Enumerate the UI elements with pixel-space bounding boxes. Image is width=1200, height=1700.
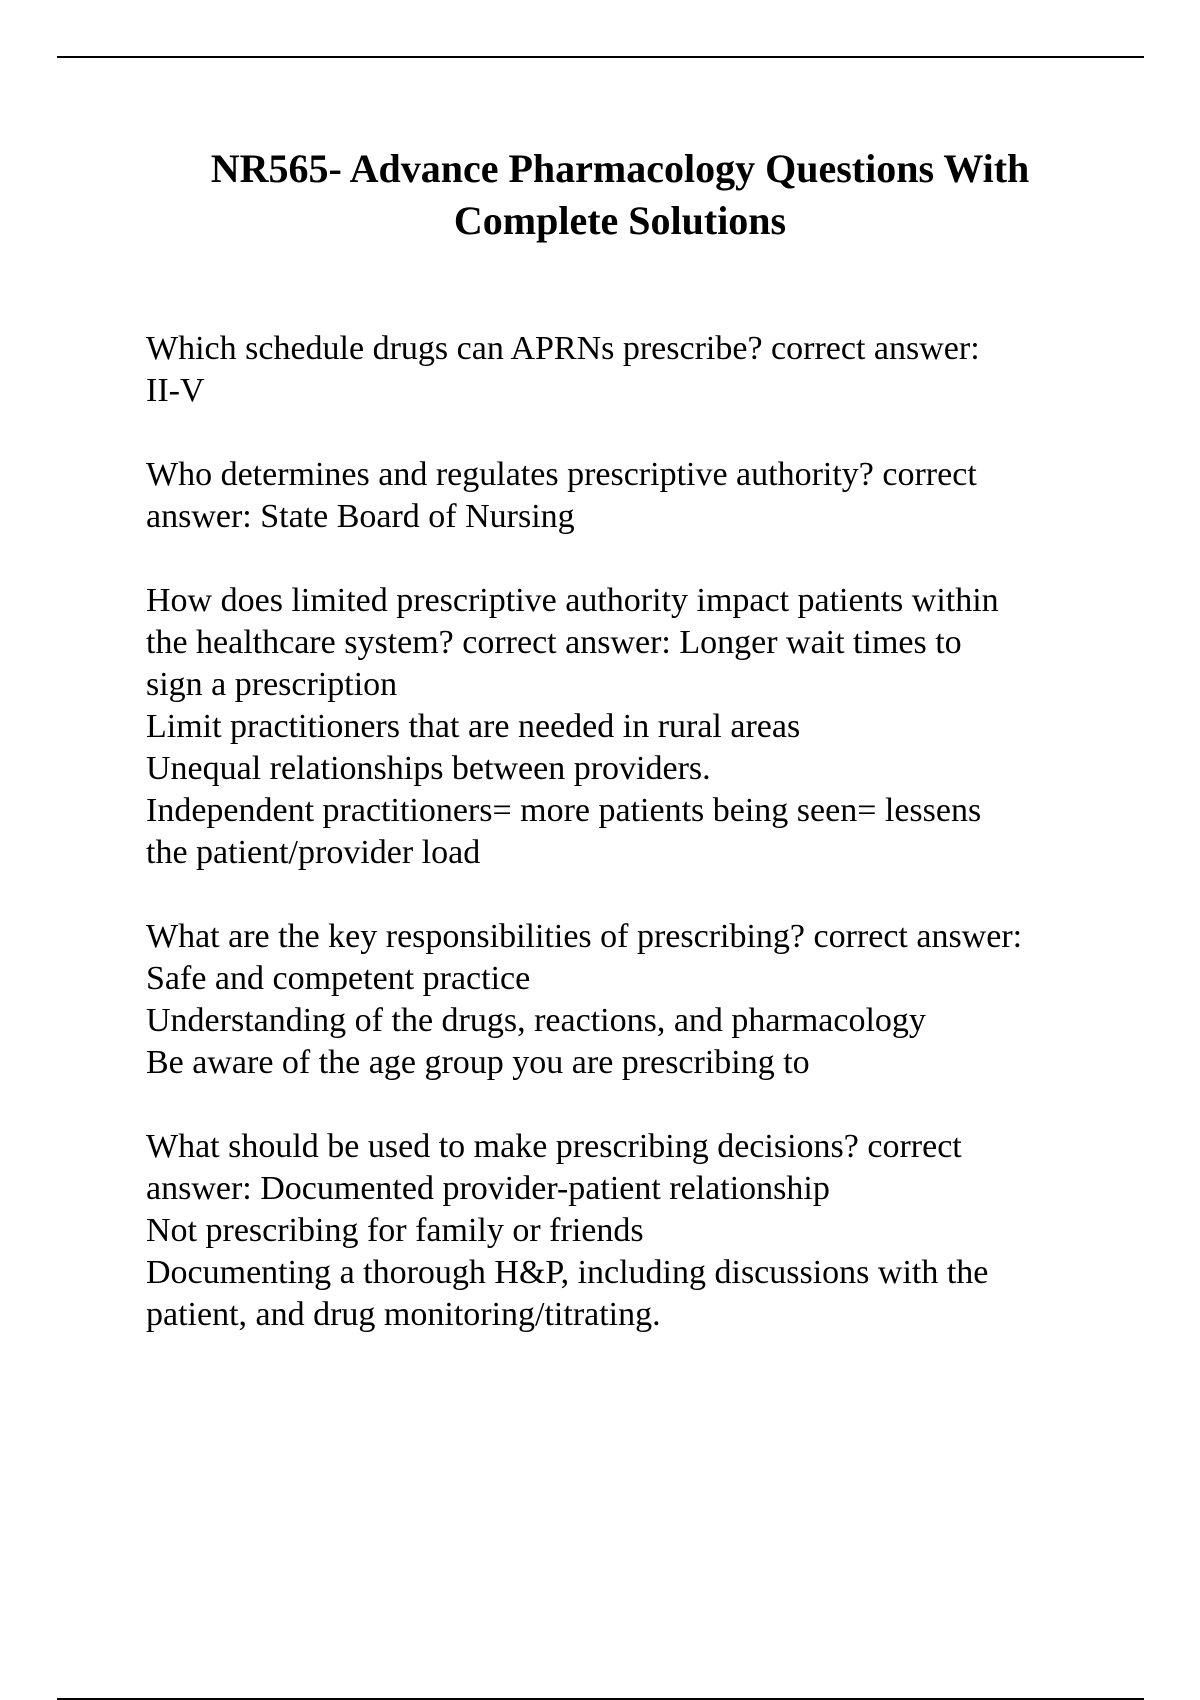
document-title bbox=[130, 143, 1110, 247]
title-line-1: NR565- Advance Pharmacology Questions With bbox=[210, 146, 1030, 191]
qa-line: Who determines and regulates prescriptive authority? correct bbox=[146, 456, 977, 493]
qa-line: What are the key responsibilities of prescribing? correct answer: bbox=[146, 918, 1023, 955]
qa-item-limited-authority-impact bbox=[146, 580, 1156, 874]
qa-line: answer: Documented provider-patient relationship bbox=[146, 1170, 830, 1207]
qa-line: sign a prescription bbox=[146, 666, 398, 703]
qa-item-schedule-drugs bbox=[146, 328, 1156, 412]
qa-line: Limit practitioners that are needed in rural areas bbox=[146, 708, 801, 745]
qa-line: Independent practitioners= more patients being seen= lessens bbox=[146, 792, 982, 829]
top-rule-divider bbox=[57, 56, 1144, 58]
qa-line: Not prescribing for family or friends bbox=[146, 1212, 644, 1249]
qa-line: Be aware of the age group you are prescribing to bbox=[146, 1044, 810, 1081]
qa-item-prescriptive-authority bbox=[146, 454, 1156, 538]
qa-line: Unequal relationships between providers. bbox=[146, 750, 711, 787]
qa-content bbox=[146, 328, 1156, 1378]
qa-line: II-V bbox=[146, 372, 205, 409]
qa-line: Safe and competent practice bbox=[146, 960, 531, 997]
qa-line: Documenting a thorough H&P, including discussions with the bbox=[146, 1254, 989, 1291]
qa-line: What should be used to make prescribing decisions? correct bbox=[146, 1128, 962, 1165]
qa-line: Which schedule drugs can APRNs prescribe? correct answer: bbox=[146, 330, 980, 367]
qa-line: the healthcare system? correct answer: Longer wait times to bbox=[146, 624, 962, 661]
qa-line: patient, and drug monitoring/titrating. bbox=[146, 1296, 661, 1333]
qa-line: Understanding of the drugs, reactions, and pharmacology bbox=[146, 1002, 926, 1039]
qa-line: answer: State Board of Nursing bbox=[146, 498, 575, 535]
qa-line: How does limited prescriptive authority impact patients within bbox=[146, 582, 999, 619]
qa-item-key-responsibilities bbox=[146, 916, 1156, 1084]
title-line-2: Complete Solutions bbox=[453, 198, 787, 243]
qa-item-prescribing-decisions bbox=[146, 1126, 1156, 1336]
qa-line: the patient/provider load bbox=[146, 834, 481, 871]
